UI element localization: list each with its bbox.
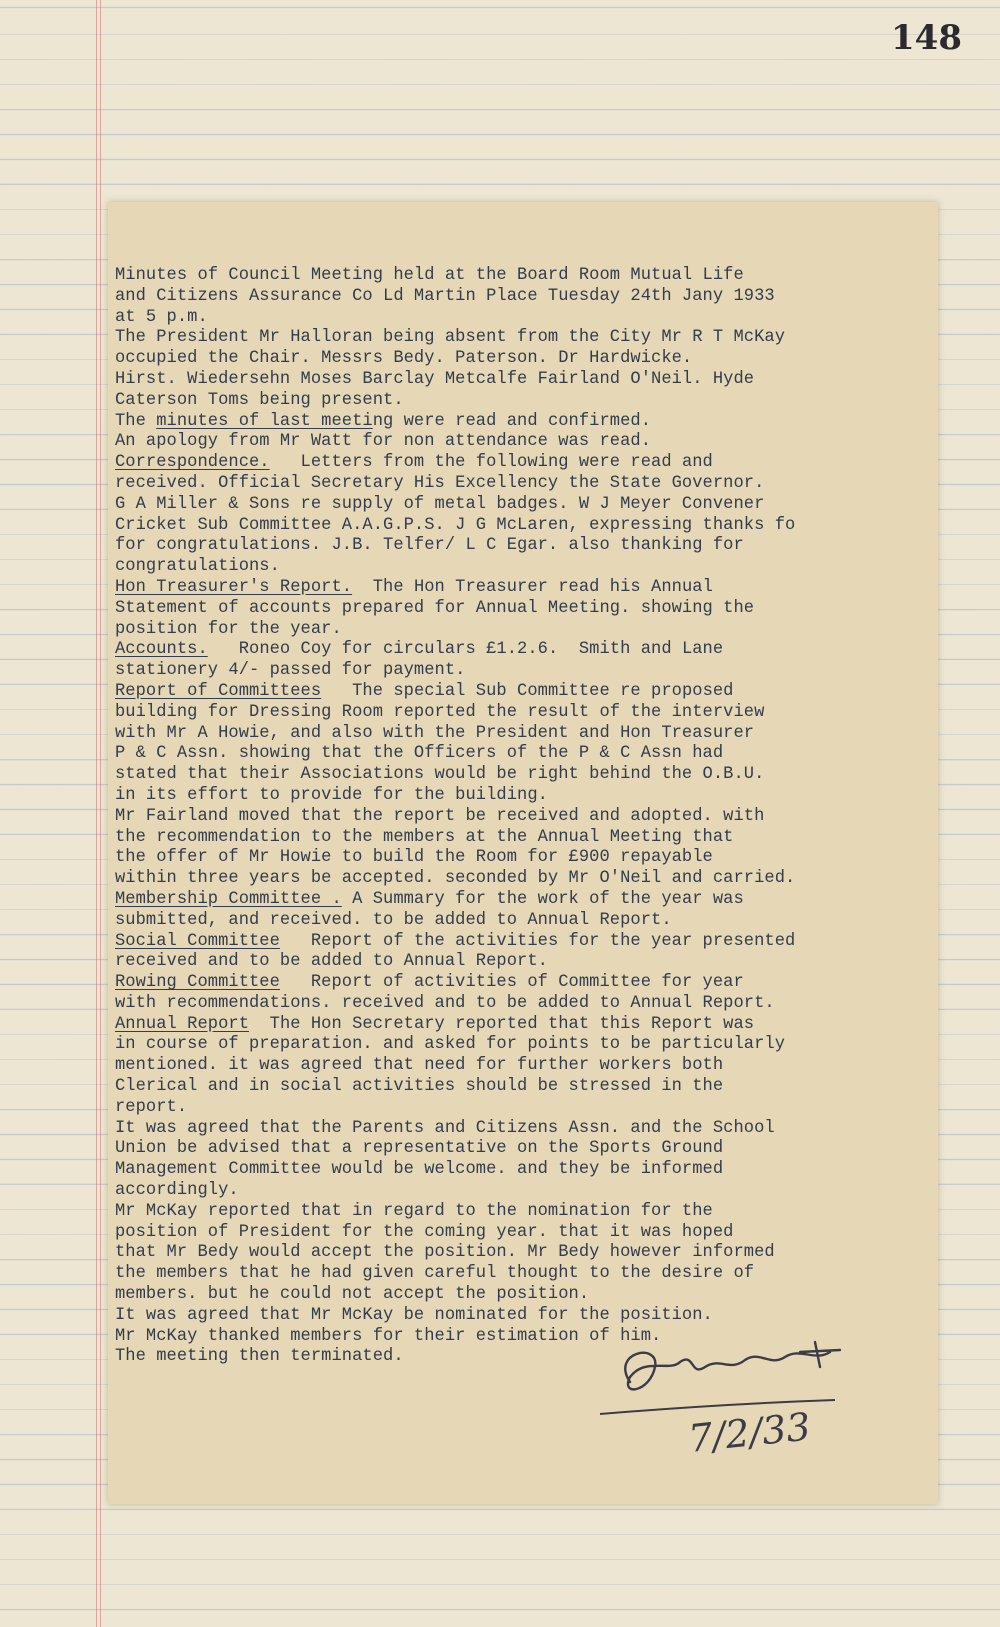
minutes-line: An apology from Mr Watt for non attendance was read.: [115, 432, 652, 452]
signature-scrawl: [625, 1342, 840, 1389]
section-heading: Rowing Committee: [115, 973, 280, 993]
minutes-text: [115, 266, 945, 1368]
minutes-line: position for the year.: [115, 619, 342, 639]
minutes-line: The minutes of last meeting were read and confirmed.: [115, 411, 652, 431]
minutes-line: Mr McKay reported that in regard to the nomination for the: [115, 1201, 713, 1221]
minutes-line: Hon Treasurer's Report. The Hon Treasurer read his Annual: [115, 577, 713, 597]
minutes-line: position of President for the coming year. that it was hoped: [115, 1222, 734, 1242]
minutes-line: that Mr Bedy would accept the position. Mr Bedy however informed: [115, 1243, 775, 1263]
minutes-line: Social Committee Report of the activities for the year presented: [115, 931, 796, 951]
minutes-line: The President Mr Halloran being absent from the City Mr R T McKay: [115, 328, 786, 348]
minutes-line: congratulations.: [115, 557, 280, 577]
minutes-line: members. but he could not accept the position.: [115, 1285, 590, 1305]
signature: [600, 1322, 900, 1472]
minutes-line: the members that he had given careful thought to the desire of: [115, 1264, 755, 1284]
minutes-line: Correspondence. Letters from the following were read and: [115, 453, 713, 473]
minutes-line: and Citizens Assurance Co Ld Martin Place Tuesday 24th Jany 1933: [115, 286, 775, 306]
section-heading: Report of Committees: [115, 681, 322, 701]
section-heading: Hon Treasurer's Report.: [115, 577, 353, 597]
minutes-line: Annual Report The Hon Secretary reported that this Report was: [115, 1014, 755, 1034]
minutes-line: the offer of Mr Howie to build the Room for £900 repayable: [115, 848, 713, 868]
minutes-line: received. Official Secretary His Excellency the State Governor.: [115, 473, 765, 493]
page-number: 148: [891, 18, 962, 58]
minutes-line: Minutes of Council Meeting held at the Board Room Mutual Life: [115, 266, 744, 285]
margin-line-left: [96, 0, 97, 1627]
section-heading: Accounts.: [115, 640, 208, 660]
minutes-line: Membership Committee . A Summary for the work of the year was: [115, 889, 744, 909]
minutes-line: Rowing Committee Report of activities of Committee for year: [115, 973, 744, 993]
minutes-line: Management Committee would be welcome. and they be informed: [115, 1160, 724, 1180]
minutes-line: mentioned. it was agreed that need for further workers both: [115, 1056, 724, 1076]
minutes-line: in its effort to provide for the building.: [115, 785, 548, 805]
minutes-line: with recommendations. received and to be added to Annual Report.: [115, 993, 775, 1013]
minutes-line: It was agreed that the Parents and Citizens Assn. and the School: [115, 1118, 775, 1138]
minutes-line: Union be advised that a representative on the Sports Ground: [115, 1139, 724, 1159]
section-heading: Social Committee: [115, 931, 280, 951]
minutes-line: report.: [115, 1097, 188, 1117]
section-heading: Annual Report: [115, 1014, 250, 1034]
minutes-line: Hirst. Wiedersehn Moses Barclay Metcalfe Fairland O'Neil. Hyde: [115, 369, 755, 389]
minutes-line: accordingly.: [115, 1181, 239, 1201]
minutes-line: submitted, and received. to be added to Annual Report.: [115, 910, 672, 930]
minutes-line: Statement of accounts prepared for Annual Meeting. showing the: [115, 598, 755, 618]
minutes-line: stated that their Associations would be right behind the O.B.U.: [115, 765, 765, 785]
minutes-line: for congratulations. J.B. Telfer/ L C Egar. also thanking for: [115, 536, 744, 556]
minutes-line: in course of preparation. and asked for points to be particularly: [115, 1035, 786, 1055]
signature-date: 7/2/33: [686, 1404, 813, 1461]
minutes-line: the recommendation to the members at the Annual Meeting that: [115, 827, 734, 847]
section-heading: Correspondence.: [115, 453, 270, 473]
minutes-line: within three years be accepted. seconded by Mr O'Neil and carried.: [115, 869, 796, 889]
minutes-line: with Mr A Howie, and also with the President and Hon Treasurer: [115, 723, 755, 743]
minutes-line: Mr McKay thanked members for their estimation of him.: [115, 1326, 662, 1346]
minutes-line: Mr Fairland moved that the report be received and adopted. with: [115, 806, 765, 826]
minutes-line: Cricket Sub Committee A.A.G.P.S. J G McLaren, expressing thanks fo: [115, 515, 796, 535]
minutes-line: Clerical and in social activities should be stressed in the: [115, 1077, 724, 1097]
section-heading: Membership Committee .: [115, 889, 342, 909]
minutes-line: G A Miller & Sons re supply of metal badges. W J Meyer Convener: [115, 494, 765, 514]
minutes-line: The meeting then terminated.: [115, 1347, 404, 1367]
minutes-line: building for Dressing Room reported the result of the interview: [115, 702, 765, 722]
minutes-line: received and to be added to Annual Report.: [115, 952, 548, 972]
minutes-line: Caterson Toms being present.: [115, 390, 404, 410]
minutes-line: Report of Committees The special Sub Committee re proposed: [115, 681, 734, 701]
minutes-line: occupied the Chair. Messrs Bedy. Paterson. Dr Hardwicke.: [115, 349, 693, 369]
minutes-line: at 5 p.m.: [115, 307, 208, 327]
minutes-line: It was agreed that Mr McKay be nominated for the position.: [115, 1305, 713, 1325]
minutes-line: P & C Assn. showing that the Officers of the P & C Assn had: [115, 744, 724, 764]
minutes-line: stationery 4/- passed for payment.: [115, 661, 466, 681]
minutes-line: Accounts. Roneo Coy for circulars £1.2.6. Smith and Lane: [115, 640, 724, 660]
margin-line-left-inner: [100, 0, 101, 1627]
